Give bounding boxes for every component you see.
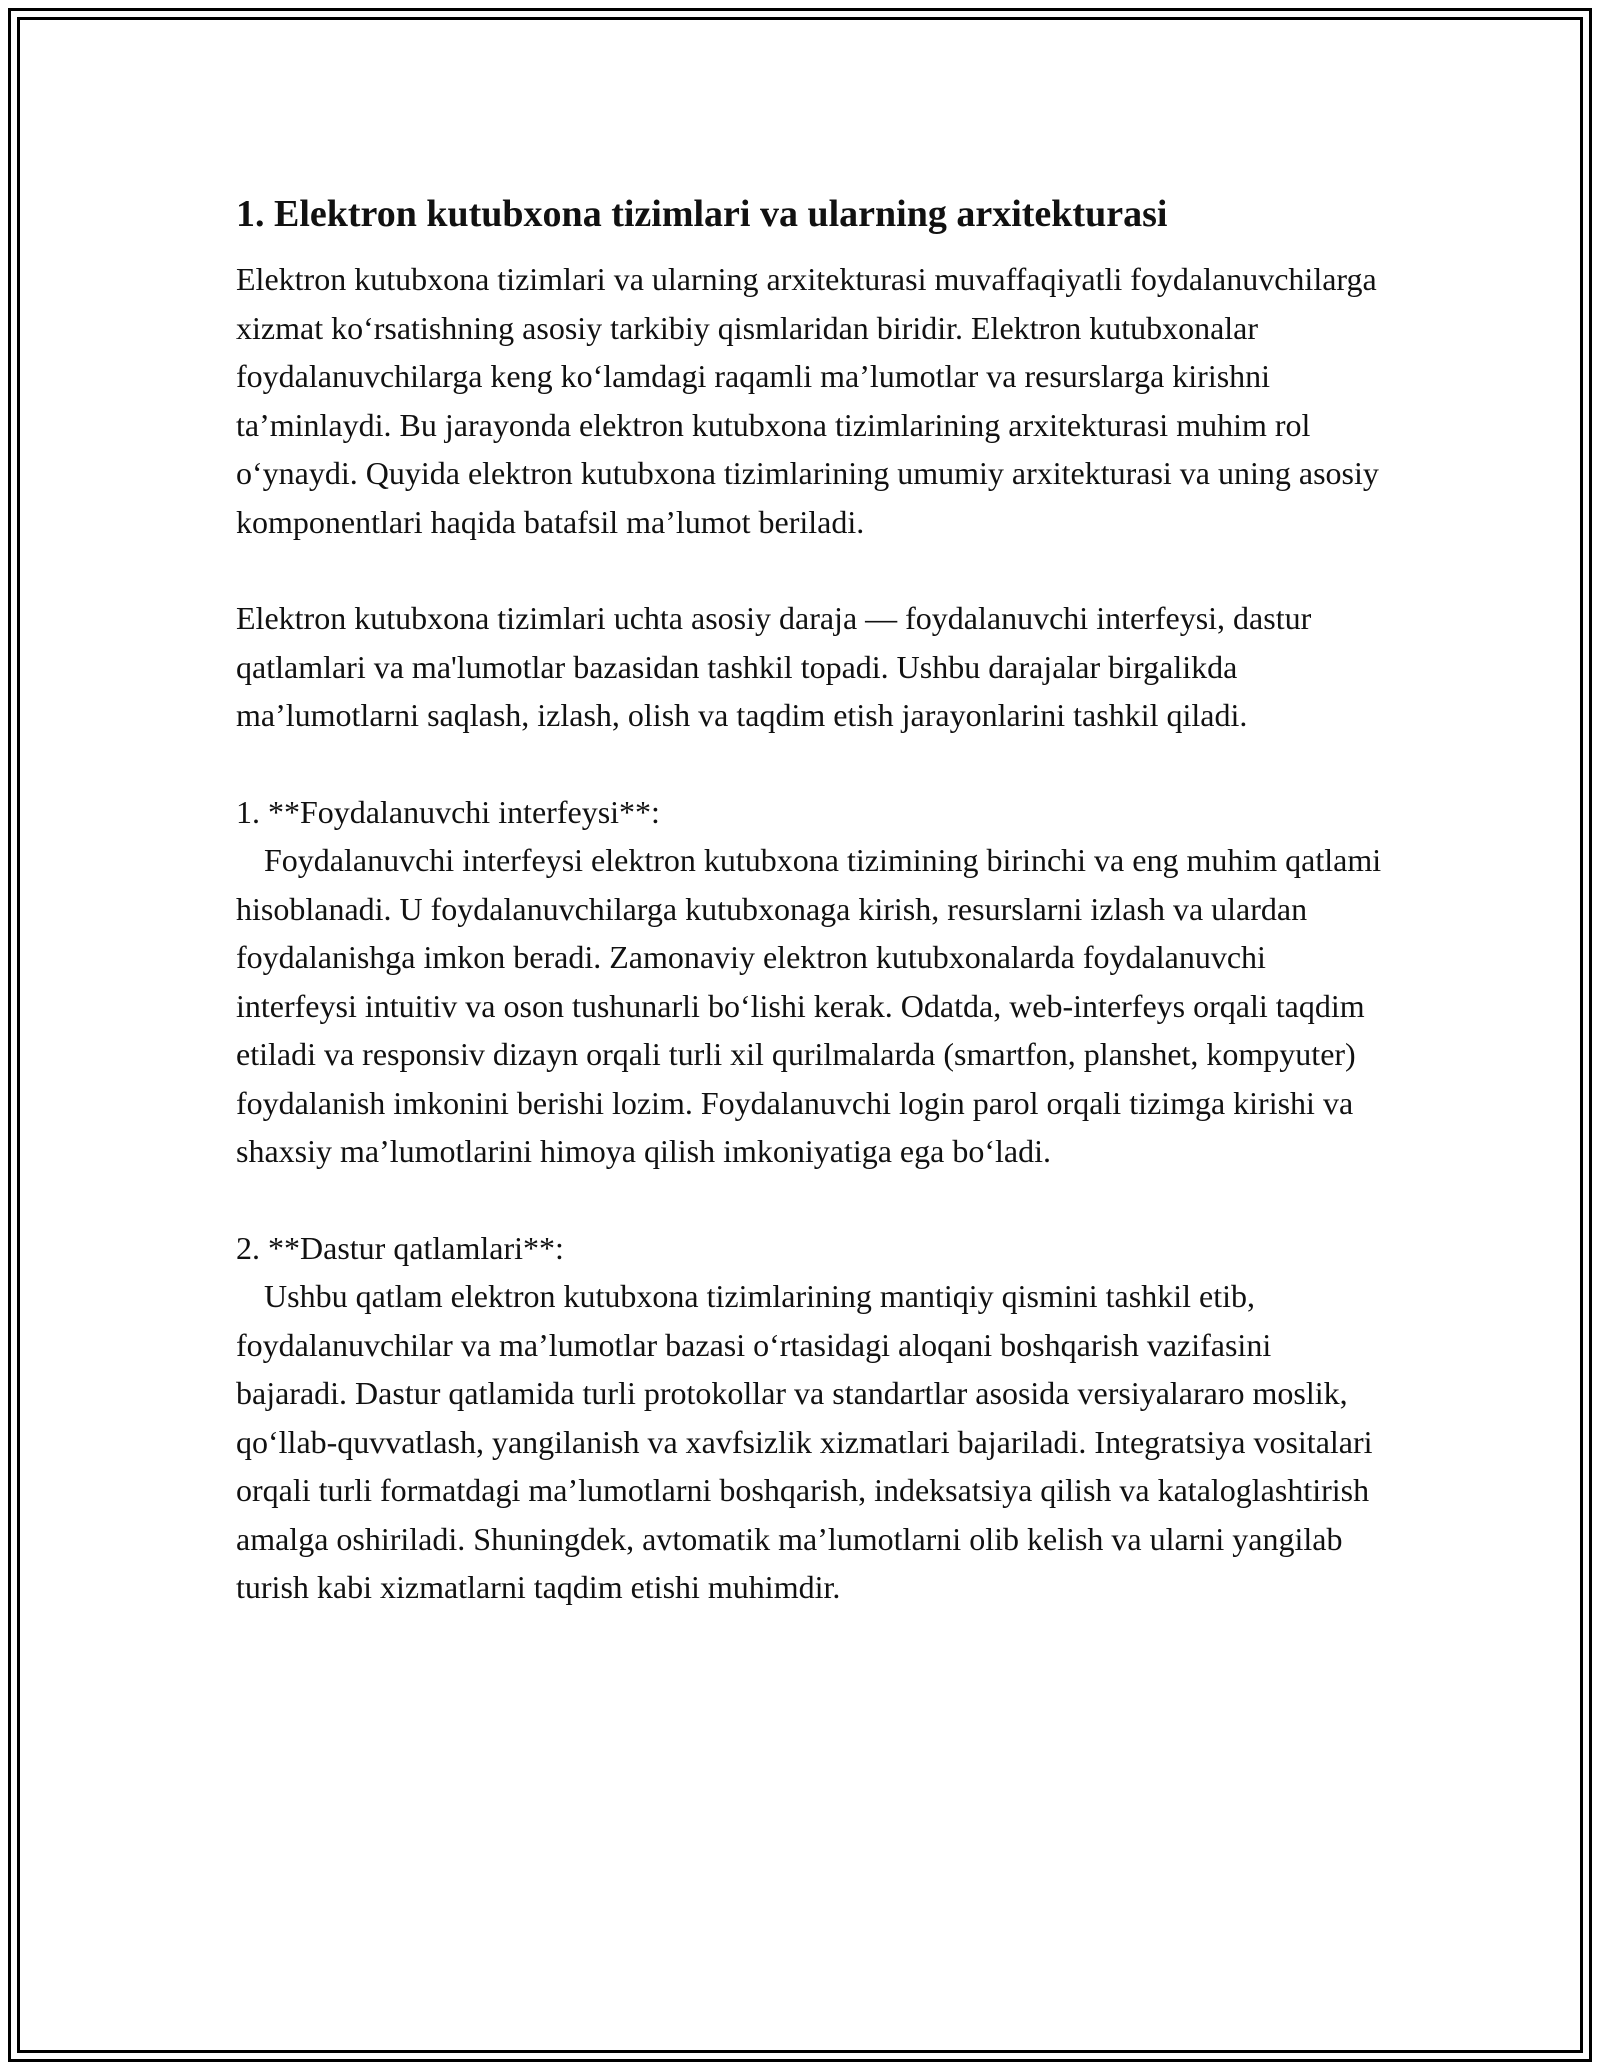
document-page — [236, 185, 1386, 1660]
item-heading-user-interface: 1. **Foydalanuvchi interfeysi**: — [236, 793, 660, 830]
item-heading-software-layers: 2. **Dastur qatlamlari**: — [236, 1229, 564, 1266]
item-body-user-interface: Foydalanuvchi interfeysi elektron kutubxona tizimining birinchi va eng muhim qatlami hisoblanadi. U foydalanuvchilarga kutubxonaga kirish, resurslarni izlash va ulardan foydalanishga imkon beradi. Zamonaviy elektron kutubxonalarda foydalanuvchi interfeysi intuitiv va oson tushunarli boʻlishi kerak. Odatda, web-interfeys orqali taqdim etiladi va responsiv dizayn orqali turli xil qurilmalarda (smartfon, planshet, kompyuter) foydalanish imkonini berishi lozim. Foydalanuvchi login parol orqali tizimga kirishi va shaxsiy ma’lumotlarini himoya qilish imkoniyatiga ega boʻladi. — [236, 842, 1382, 1169]
item-body-software-layers: Ushbu qatlam elektron kutubxona tizimlarining mantiqiy qismini tashkil etib, foydalanuvchilar va ma’lumotlar bazasi oʻrtasidagi aloqani boshqarish vazifasini bajaradi. Dastur qatlamida turli protokollar va standartlar asosida versiyalararo moslik, qoʻllab-quvvatlash, yangilanish va xavfsizlik xizmatlari bajariladi. Integratsiya vositalari orqali turli formatdagi ma’lumotlarni boshqarish, indeksatsiya qilish va kataloglashtirish amalga oshiriladi. Shuningdek, avtomatik ma’lumotlarni olib kelish va ularni yangilab turish kabi xizmatlarni taqdim etishi muhimdir. — [236, 1278, 1373, 1605]
list-item — [236, 788, 1386, 1176]
levels-paragraph: Elektron kutubxona tizimlari uchta asosiy daraja — foydalanuvchi interfeysi, dastur qatlamlari va ma'lumotlar bazasidan tashkil topadi. Ushbu darajalar birgalikda ma’lumotlarni saqlash, izlash, olish va taqdim etish jarayonlarini tashkil qiladi. — [236, 600, 1312, 733]
list-item — [236, 1224, 1386, 1612]
intro-paragraph: Elektron kutubxona tizimlari va ularning arxitekturasi muvaffaqiyatli foydalanuvchilarga xizmat koʻrsatishning asosiy tarkibiy qismlaridan biridir. Elektron kutubxonalar foydalanuvchilarga keng koʻlamdagi raqamli ma’lumotlar va resurslarga kirishni ta’minlaydi. Bu jarayonda elektron kutubxona tizimlarining arxitekturasi muhim rol oʻynaydi. Quyida elektron kutubxona tizimlarining umumiy arxitekturasi va uning asosiy komponentlari haqida batafsil ma’lumot beriladi. — [236, 261, 1379, 540]
document-title: 1. Elektron kutubxona tizimlari va ularning arxitekturasi — [236, 193, 1168, 235]
